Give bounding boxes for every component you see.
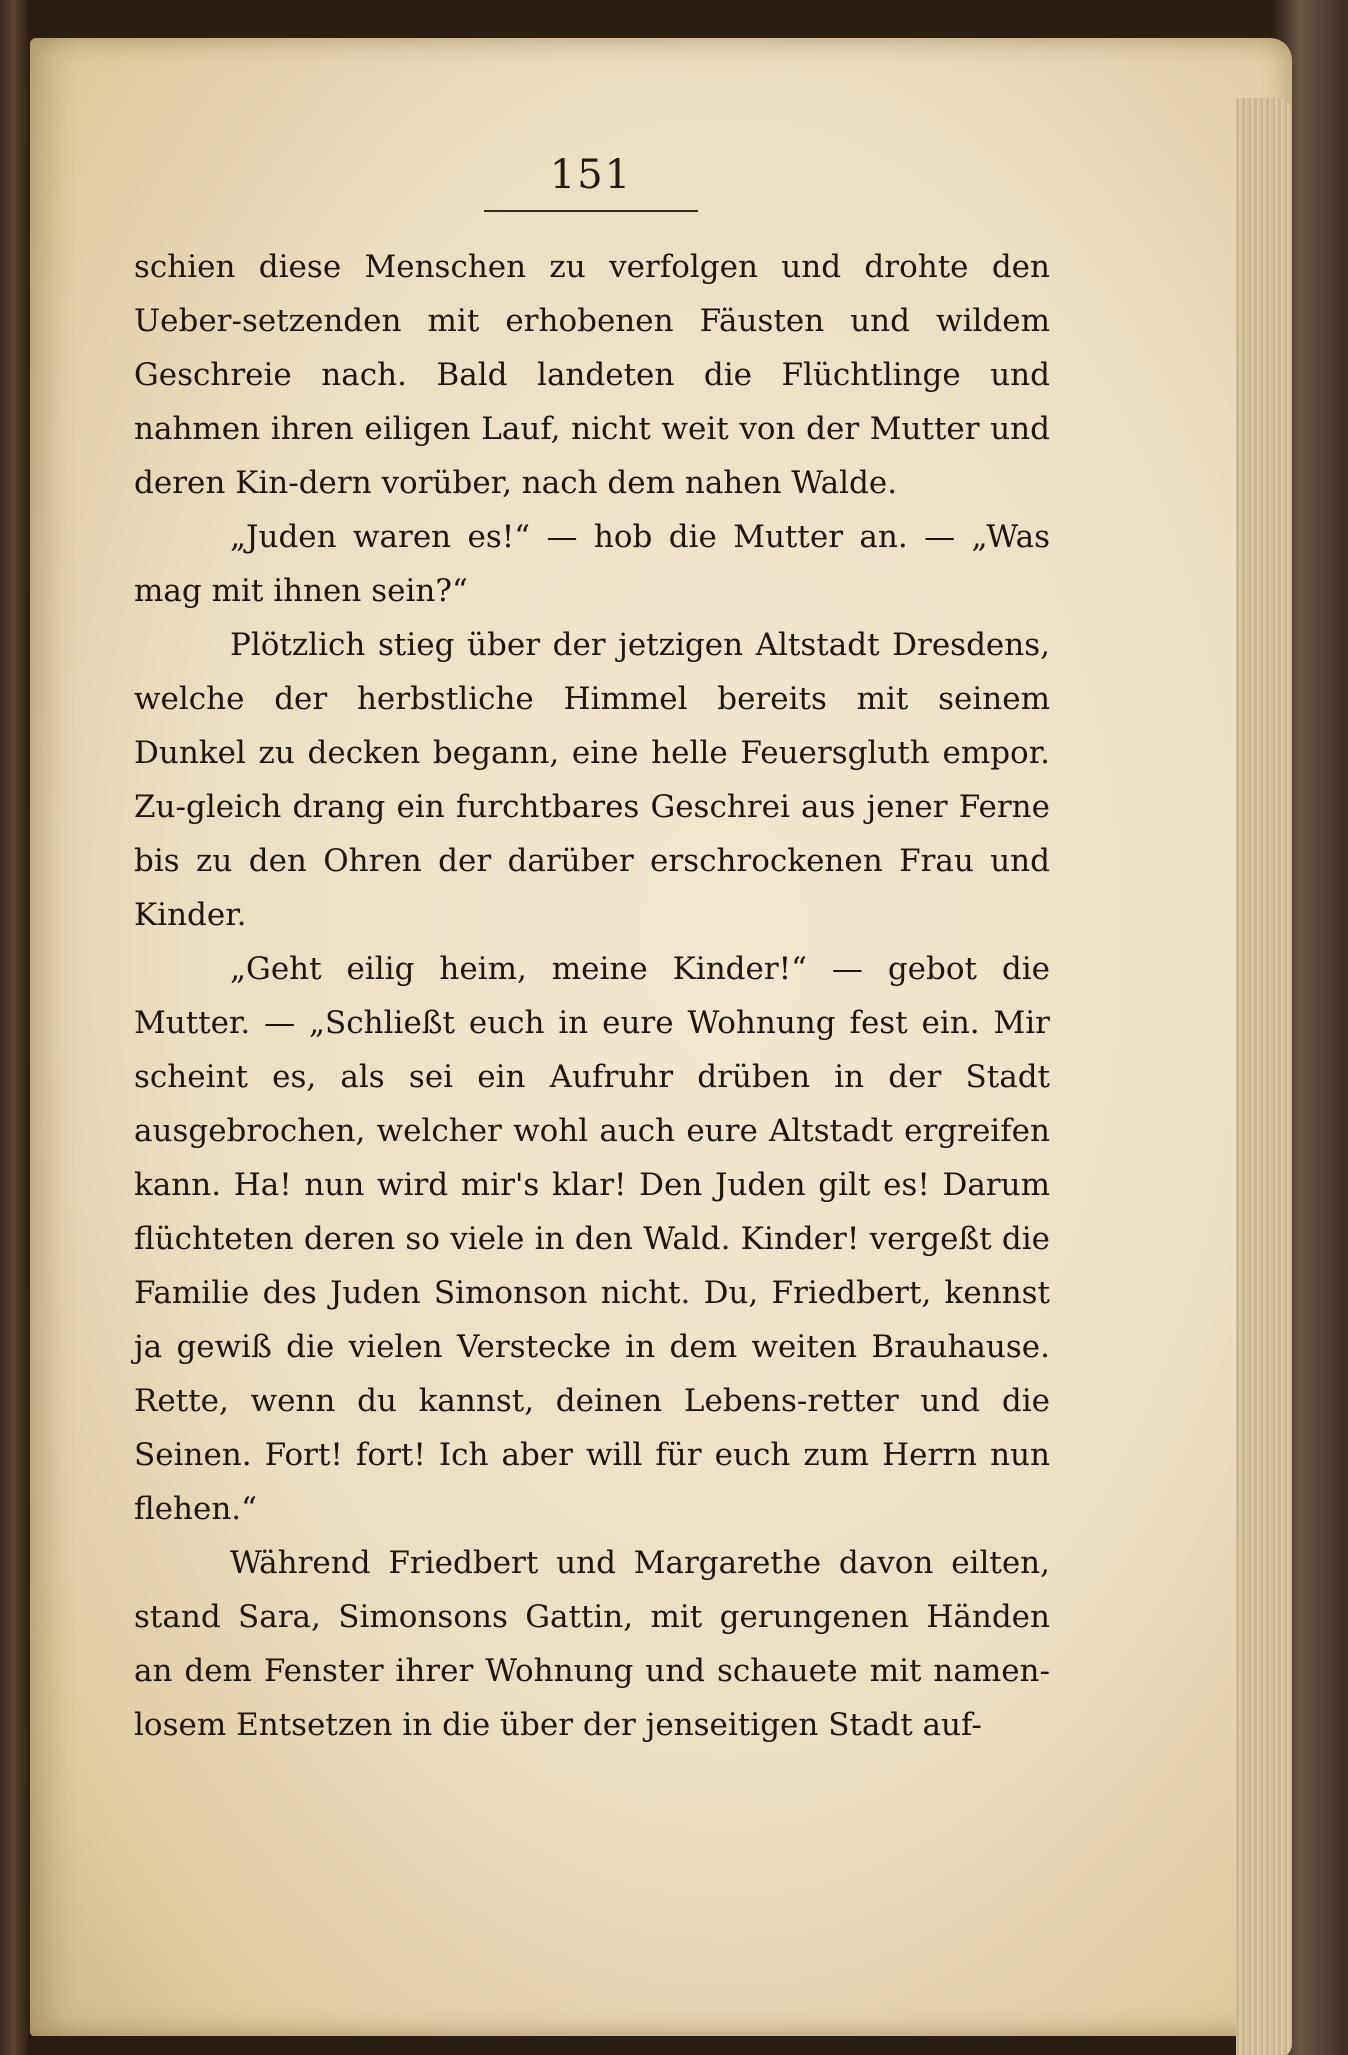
paragraph-2: „Juden waren es!“ — hob die Mutter an. — „Was mag mit ihnen sein?“ <box>134 519 1050 609</box>
paragraph-3: Plötzlich stieg über der jetzigen Altstadt Dresdens, welche der herbstliche Himmel bereits mit seinem Dunkel zu decken begann, eine helle Feuersgluth empor. Zu-gleich drang ein furchtbares Geschrei aus jener Ferne bis zu den Ohren der darüber erschrockenen Frau und Kinder. <box>134 627 1050 933</box>
body-text <box>134 240 1050 1752</box>
paragraph-1: schien diese Menschen zu verfolgen und drohte den Ueber-setzenden mit erhobenen Fäusten und wildem Geschreie nach. Bald landeten die Flüchtlinge und nahmen ihren eiligen Lauf, nicht weit von der Mutter und deren Kin-dern vorüber, nach dem nahen Walde. <box>134 249 1050 501</box>
page-edges <box>1236 98 1292 2055</box>
paragraph-5: Während Friedbert und Margarethe davon eilten, stand Sara, Simonsons Gattin, mit gerungenen Händen an dem Fenster ihrer Wohnung und schauete mit namen-losem Entsetzen in die über der jenseitigen Stadt auf- <box>134 1545 1050 1743</box>
header-rule <box>484 210 698 212</box>
paragraph-4: „Geht eilig heim, meine Kinder!“ — gebot die Mutter. — „Schließt euch in eure Wohnung fest ein. Mir scheint es, als sei ein Aufruhr drüben in der Stadt ausgebrochen, welcher wohl auch eure Altstadt ergreifen kann. Ha! nun wird mir's klar! Den Juden gilt es! Darum flüchteten deren so viele in den Wald. Kinder! vergeßt die Familie des Juden Simonson nicht. Du, Friedbert, kennst ja gewiß die vielen Verstecke in dem weiten Brauhause. Rette, wenn du kannst, deinen Lebens-retter und die Seinen. Fort! fort! Ich aber will für euch zum Herrn nun flehen.“ <box>134 951 1050 1527</box>
page-number: 151 <box>549 152 633 198</box>
